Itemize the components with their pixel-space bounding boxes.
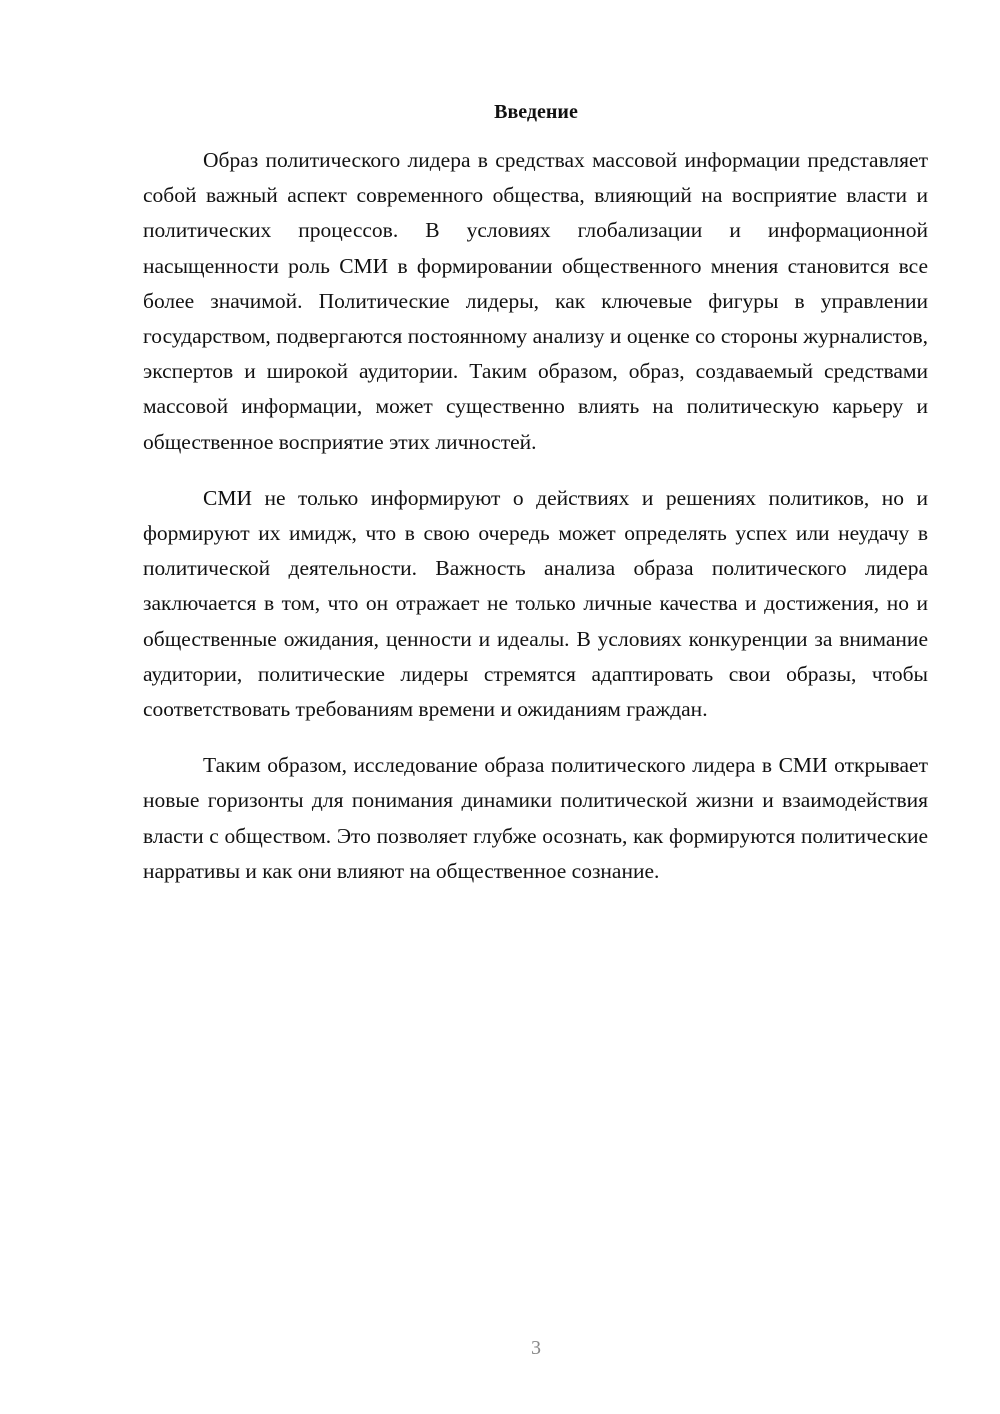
paragraph-2: СМИ не только информируют о действиях и решениях политиков, но и формируют их имидж, что в свою очередь может определять успех или неудачу в политической деятельности. Важность анализа образа политического лидера заключается в том, что он отражает не только личные качества и достижения, но и общественные ожидания, ценности и идеалы. В условиях конкуренции за внимание аудитории, политические лидеры стремятся адаптировать свои образы, чтобы соответствовать требованиям времени и ожиданиям граждан. (143, 485, 928, 722)
paragraph-3: Таким образом, исследование образа политического лидера в СМИ открывает новые горизонты для понимания динамики политической жизни и взаимодействия власти с обществом. Это позволяет глубже осознать, как формируются политические нарративы и как они влияют на общественное сознание. (143, 753, 928, 883)
section-title: Введение (494, 101, 578, 123)
body-text (143, 143, 928, 910)
paragraph-1: Образ политического лидера в средствах массовой информации представляет собой важный аспект современного общества, влияющий на восприятие власти и политических процессов. В условиях глобализации и информационной насыщенности роль СМИ в формировании общественного мнения становится все более значимой. Политические лидеры, как ключевые фигуры в управлении государством, подвергаются постоянному анализу и оценке со стороны журналистов, экспертов и широкой аудитории. Таким образом, образ, создаваемый средствами массовой информации, может существенно влиять на политическую карьеру и общественное восприятие этих личностей. (143, 148, 928, 454)
page-number: 3 (531, 1337, 541, 1359)
